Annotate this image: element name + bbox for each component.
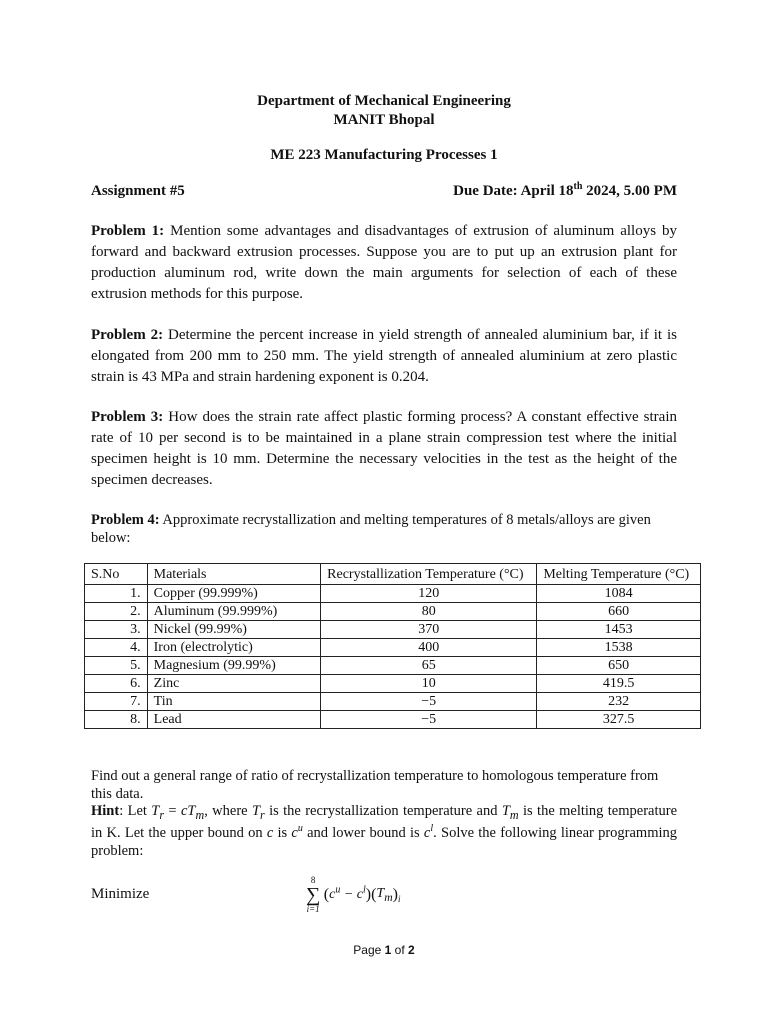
cell-sno: 1. xyxy=(85,585,148,603)
table-row xyxy=(85,675,701,693)
cell-material: Tin xyxy=(147,693,321,711)
cell-sno: 4. xyxy=(85,639,148,657)
problem-3-label: Problem 3: xyxy=(91,409,164,425)
problem-1-text: Mention some advantages and disadvantages of extrusion of aluminum alloys by forward and backward extrusion processes. Suppose you are to put up an extrusion plant for production aluminum rod, write down the main arguments for selection of each of these extrusion methods for this purpose. xyxy=(91,223,677,302)
objective-formula: 8 ∑ i=1 $(c^u - c^l)(T_m)_i$ xyxy=(306,875,401,914)
cell-recrystallization: 120 xyxy=(321,585,537,603)
table-header-row xyxy=(85,564,701,585)
cell-melting: 232 xyxy=(537,693,701,711)
table-row xyxy=(85,603,701,621)
total-page-count: 2 xyxy=(408,943,415,957)
problem-1 xyxy=(91,221,677,305)
hint-label: Hint xyxy=(91,803,120,819)
cell-sno: 7. xyxy=(85,693,148,711)
cell-melting: 1538 xyxy=(537,639,701,657)
cell-material: Zinc xyxy=(147,675,321,693)
problem-3 xyxy=(91,407,677,491)
cell-melting: 1084 xyxy=(537,585,701,603)
cell-melting: 1453 xyxy=(537,621,701,639)
institute-title: MANIT Bhopal xyxy=(333,112,435,128)
problem-4 xyxy=(91,511,677,547)
header-melting: Melting Temperature (°C) xyxy=(537,564,701,585)
current-page-number: 1 xyxy=(384,943,392,957)
cell-recrystallization: −5 xyxy=(321,693,537,711)
cell-sno: 8. xyxy=(85,711,148,729)
table-row xyxy=(85,693,701,711)
problem-2-label: Problem 2: xyxy=(91,327,164,343)
cell-sno: 5. xyxy=(85,657,148,675)
course-title: ME 223 Manufacturing Processes 1 xyxy=(270,147,498,163)
table-row xyxy=(85,711,701,729)
cell-material: Aluminum (99.999%) xyxy=(147,603,321,621)
cell-sno: 6. xyxy=(85,675,148,693)
cell-sno: 2. xyxy=(85,603,148,621)
cell-material: Iron (electrolytic) xyxy=(147,639,321,657)
cell-material: Nickel (99.99%) xyxy=(147,621,321,639)
hint-paragraph: Hint: Let $T_r = cT_m$, where $T_r$ is the recrystallization temperature and $T_m$ is the melting temperature in K. Let the upper bound on c is $c^u$ and lower bound is $c^l$. Solve the following linear programming problem: xyxy=(91,803,678,859)
sum-upper-limit: 8 xyxy=(310,875,316,885)
problem-3-text: How does the strain rate affect plastic forming process? A constant effective strain rate of 10 per second is to be maintained in a plane strain compression test where the initial specimen height is 10 mm. Determine the necessary velocities in the test as the height of the specimen decreases. xyxy=(91,409,677,488)
due-date: Due Date: April 18th 2024, 5.00 PM xyxy=(453,181,677,199)
assignment-label: Assignment #5 xyxy=(91,183,185,199)
problem-4-label: Problem 4: xyxy=(91,512,160,528)
problem-4-text: Approximate recrystallization and melting temperatures of 8 metals/alloys are given below: xyxy=(91,512,651,546)
table-row xyxy=(85,657,701,675)
cell-material: Copper (99.999%) xyxy=(147,585,321,603)
assignment-row xyxy=(91,183,677,200)
cell-recrystallization: 400 xyxy=(321,639,537,657)
cell-recrystallization: −5 xyxy=(321,711,537,729)
cell-melting: 650 xyxy=(537,657,701,675)
find-text: Find out a general range of ratio of recrystallization temperature to homologous temperature from this data. xyxy=(91,768,659,802)
cell-recrystallization: 80 xyxy=(321,603,537,621)
temperature-table xyxy=(84,563,701,729)
cell-recrystallization: 65 xyxy=(321,657,537,675)
cell-sno: 3. xyxy=(85,621,148,639)
cell-recrystallization: 370 xyxy=(321,621,537,639)
table-row xyxy=(85,639,701,657)
cell-melting: 660 xyxy=(537,603,701,621)
minimize-label: Minimize xyxy=(91,886,150,902)
table-row xyxy=(85,585,701,603)
table-row xyxy=(85,621,701,639)
header-materials: Materials xyxy=(147,564,321,585)
problem-2 xyxy=(91,325,677,388)
cell-recrystallization: 10 xyxy=(321,675,537,693)
sum-lower-limit: i=1 xyxy=(306,904,320,914)
page-footer: Page 1 of 2 xyxy=(353,943,415,957)
department-title: Department of Mechanical Engineering xyxy=(257,93,511,109)
header-sno: S.No xyxy=(85,564,148,585)
problem-2-text: Determine the percent increase in yield strength of annealed aluminium bar, if it is elongated from 200 mm to 250 mm. The yield strength of annealed aluminium at zero plastic strain is 43 MPa and strain hardening exponent is 0.204. xyxy=(91,327,677,385)
cell-material: Magnesium (99.99%) xyxy=(147,657,321,675)
problem-1-label: Problem 1: xyxy=(91,223,165,239)
cell-melting: 327.5 xyxy=(537,711,701,729)
cell-material: Lead xyxy=(147,711,321,729)
header-recrystallization: Recrystallization Temperature (°C) xyxy=(321,564,537,585)
cell-melting: 419.5 xyxy=(537,675,701,693)
